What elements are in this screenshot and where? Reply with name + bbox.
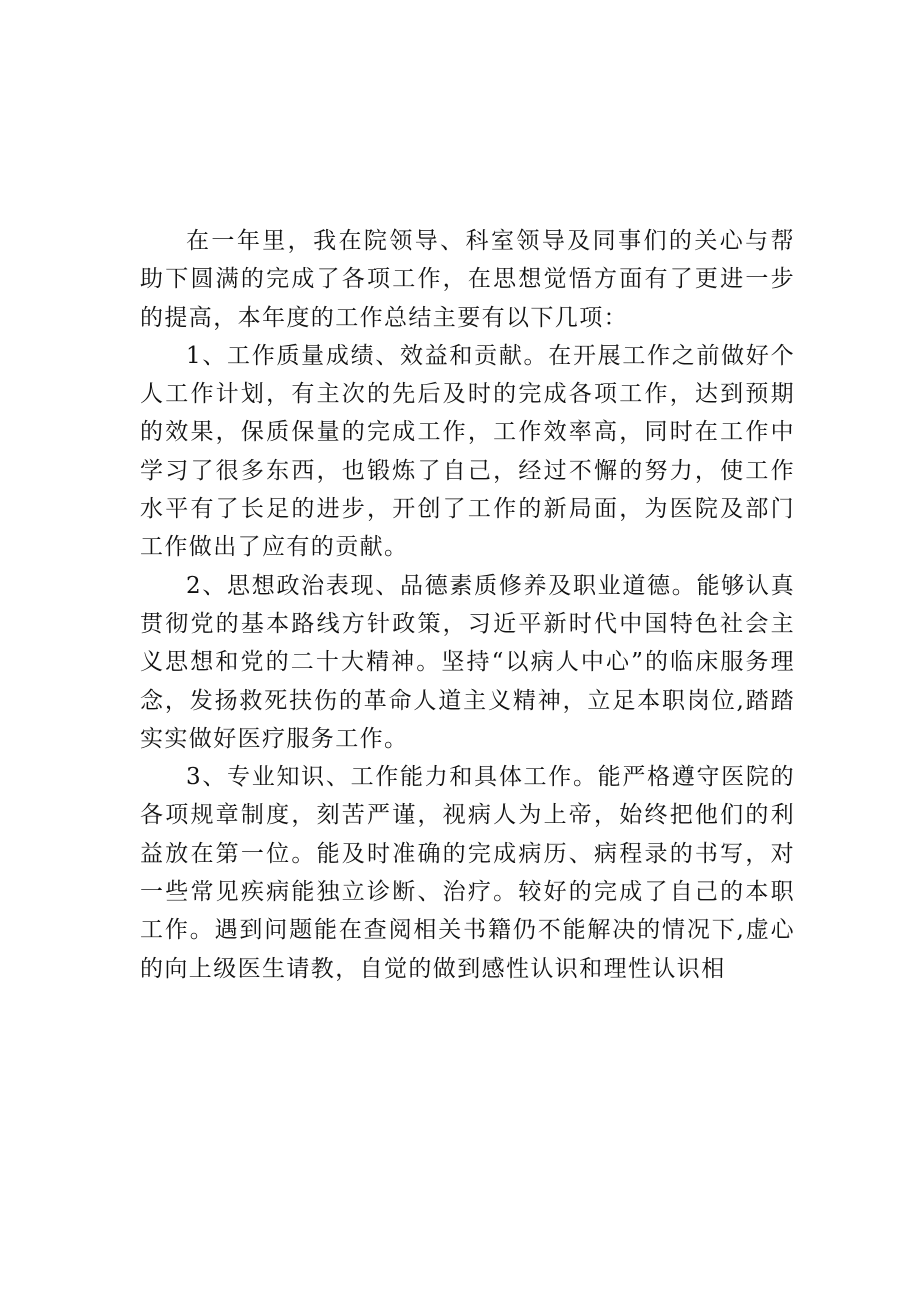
document-body [140,222,795,988]
section-3-paragraph: 3、专业知识、工作能力和具体工作。能严格遵守医院的各项规章制度，刻苦严谨，视病人为上帝，始终把他们的利益放在第一位。能及时准确的完成病历、病程录的书写，对一些常见疾病能独立诊断、治疗。较好的完成了自己的本职工作。遇到问题能在查阅相关书籍仍不能解决的情况下,虚心的向上级医生请教，自觉的做到感性认识和理性认识相 [140,764,795,982]
intro-paragraph: 在一年里，我在院领导、科室领导及同事们的关心与帮助下圆满的完成了各项工作，在思想觉悟方面有了更进一步的提高，本年度的工作总结主要有以下几项： [140,228,795,331]
section-2-paragraph: 2、思想政治表现、品德素质修养及职业道德。能够认真贯彻党的基本路线方针政策，习近平新时代中国特色社会主义思想和党的二十大精神。坚持“以病人中心”的临床服务理念，发扬救死扶伤的革命人道主义精神，立足本职岗位,踏踏实实做好医疗服务工作。 [140,572,795,752]
section-1-paragraph: 1、工作质量成绩、效益和贡献。在开展工作之前做好个人工作计划，有主次的先后及时的完成各项工作，达到预期的效果，保质保量的完成工作，工作效率高，同时在工作中学习了很多东西，也锻炼了自己，经过不懈的努力，使工作水平有了长足的进步，开创了工作的新局面，为医院及部门工作做出了应有的贡献。 [140,342,795,561]
